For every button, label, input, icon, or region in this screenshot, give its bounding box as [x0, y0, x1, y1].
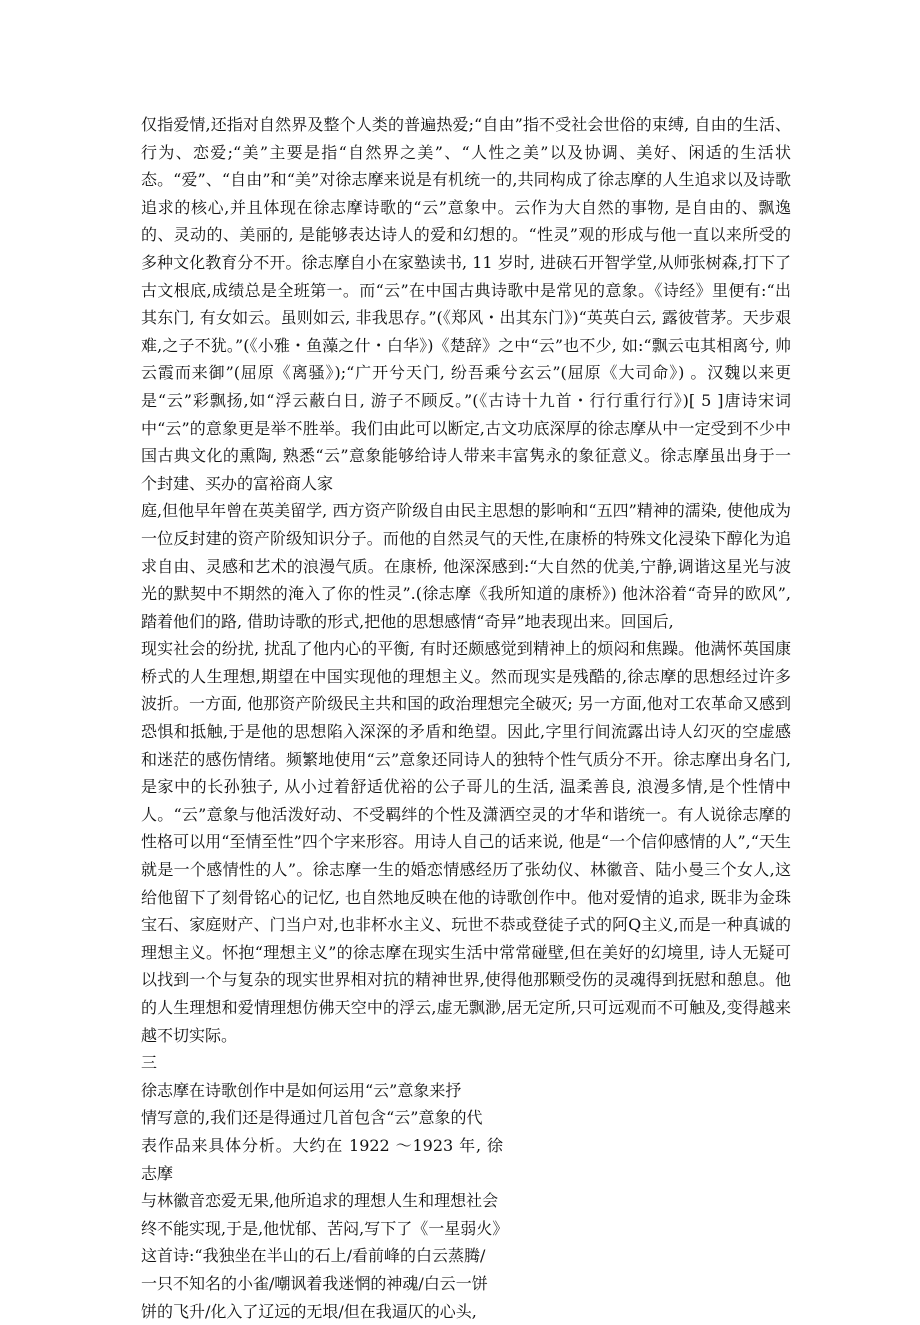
- section-three-line: 徐志摩在诗歌创作中是如何运用“云”意象来抒: [141, 1080, 462, 1100]
- body-paragraph-1: 仅指爱情,还指对自然界及整个人类的普遍热爱;“自由”指不受社会世俗的束缚, 自由的生活、行为、恋爱;“美”主要是指“自然界之美”、“人性之美”以及协调、美好、闲适的生活状态。“爱”、“自由”和“美”对徐志摩来说是有机统一的,共同构成了徐志摩的人生追求以及诗歌追求的核心,并且体现在徐志摩诗歌的“云”意象中。云作为大自然的事物, 是自由的、飘逸的、灵动的、美丽的, 是能够表达诗人的爱和幻想的。“性灵”观的形成与他一直以来所受的多种文化教育分不开。徐志摩自小在家塾读书, 11 岁时, 进硖石开智学堂,从师张树森,打下了古文根底,成绩总是全班第一。而“云”在中国古典诗歌中是常见的意象。《诗经》里便有:“出其东门, 有女如云。虽则如云, 非我思存。”(《郑风・出其东门》)“英英白云, 露彼菅茅。天步艰难,之子不犹。”(《小雅・鱼藻之什・白华》)《楚辞》之中“云”也不少, 如:“飘云屯其相离兮, 帅云霞而来御”(屈原《离骚》);“广开兮天门, 纷吾乘兮玄云”(屈原《大司命》) 。汉魏以来更是“云”彩飘扬,如“浮云蔽白日, 游子不顾反。”(《古诗十九首・行行重行行》)[ 5 ]唐诗宋词中“云”的意象更是举不胜举。我们由此可以断定,古文功底深厚的徐志摩从中一定受到不少中国古典文化的熏陶, 熟悉“云”意象能够给诗人带来丰富隽永的象征意义。徐志摩虽出身于一个封建、买办的富裕商人家: [141, 115, 791, 493]
- section-three-line: 饼的飞升/化入了辽远的无垠/但在我逼仄的心头,: [141, 1301, 477, 1321]
- section-number: 三: [141, 1053, 158, 1073]
- body-paragraph-3: 现实社会的纷扰, 扰乱了他内心的平衡, 有时还颇感觉到精神上的烦闷和焦躁。他满怀英国康桥式的人生理想,期望在中国实现他的理想主义。然而现实是残酷的,徐志摩的思想经过许多波折。一方面, 他那资产阶级民主共和国的政治理想完全破灭; 另一方面,他对工农革命又感到恐惧和抵触,于是他的思想陷入深深的矛盾和绝望。因此,字里行间流露出诗人幻灭的空虚感和迷茫的感伤情绪。频繁地使用“云”意象还同诗人的独特个性气质分不开。徐志摩出身名门, 是家中的长孙独子, 从小过着舒适优裕的公子哥儿的生活, 温柔善良, 浪漫多情,是个性情中人。“云”意象与他活泼好动、不受羁绊的个性及潇洒空灵的才华和谐统一。有人说徐志摩的性格可以用“至情至性”四个字来形容。用诗人自己的话来说, 他是“一个信仰感情的人”,“天生就是一个感情性的人”。徐志摩一生的婚恋情感经历了张幼仪、林徽音、陆小曼三个女人,这给他留下了刻骨铭心的记忆, 也自然地反映在他的诗歌创作中。他对爱情的追求, 既非为金珠宝石、家庭财产、门当户对,也非杯水主义、玩世不恭或登徒子式的阿Q主义,而是一种真诚的理想主义。怀抱“理想主义”的徐志摩在现实生活中常常碰壁,但在美好的幻境里, 诗人无疑可以找到一个与复杂的现实世界相对抗的精神世界,使得他那颗受伤的灵魂得到抚慰和憩息。他的人生理想和爱情理想仿佛天空中的浮云,虚无飘渺,居无定所,只可远观而不可触及,变得越来越不切实际。: [141, 639, 791, 1045]
- section-three-line: 情写意的,我们还是得通过几首包含“云”意象的代: [141, 1108, 483, 1128]
- section-three-line: 表作品来具体分析。大约在 1922 ～1923 年, 徐志摩: [141, 1135, 503, 1183]
- section-three-line: 这首诗:“我独坐在半山的石上/看前峰的白云蒸腾/: [141, 1246, 486, 1266]
- section-three-line: 终不能实现,于是,他忧郁、苦闷,写下了《一星弱火》: [141, 1218, 509, 1238]
- section-three-line: 一只不知名的小雀/嘲讽着我迷惘的神魂/白云一饼: [141, 1273, 488, 1293]
- section-three-line: 与林徽音恋爱无果,他所追求的理想人生和理想社会: [141, 1191, 499, 1211]
- document-page: [141, 111, 791, 1325]
- section-three-text: [141, 1077, 791, 1325]
- body-paragraph-2: 庭,但他早年曾在英美留学, 西方资产阶级自由民主思想的影响和“五四”精神的濡染, 使他成为一位反封建的资产阶级知识分子。而他的自然灵气的天性,在康桥的特殊文化浸染下醇化为追求自由、灵感和艺术的浪漫气质。在康桥, 他深深感到:“大自然的优美,宁静,调谐这星光与波光的默契中不期然的淹入了你的性灵”.(徐志摩《我所知道的康桥》) 他沐浴着“奇异的欧风”, 踏着他们的路, 借助诗歌的形式,把他的思想感情“奇异”地表现出来。回国后,: [141, 501, 791, 631]
